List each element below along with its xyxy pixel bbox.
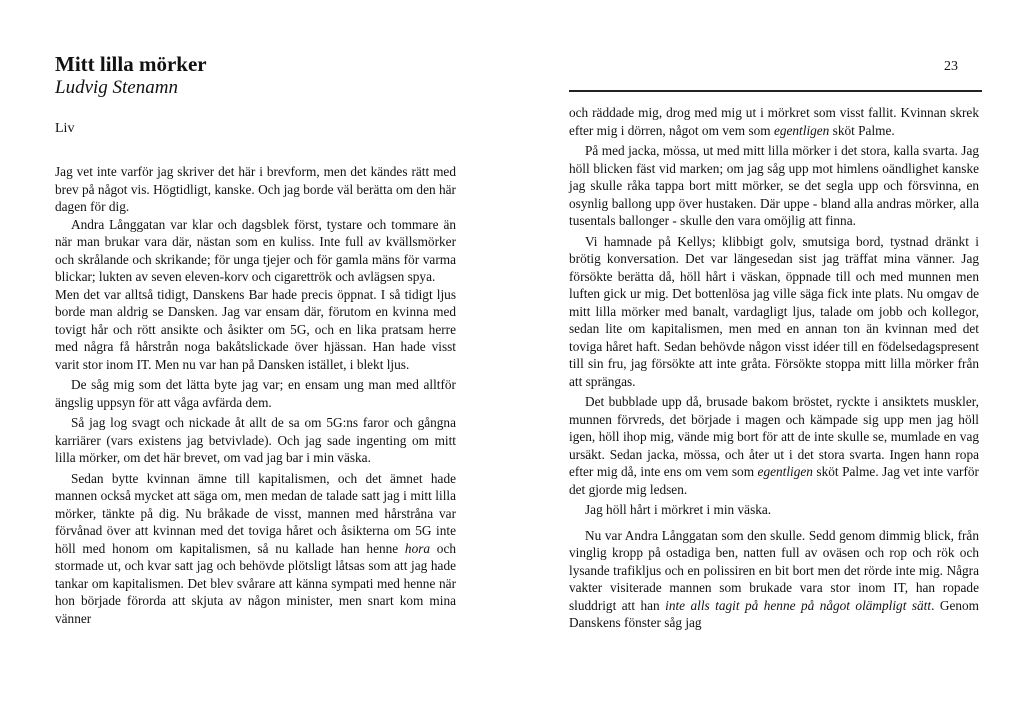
section-heading: Liv xyxy=(55,121,75,136)
paragraph: Så jag log svagt och nickade åt allt de sa om 5G:ns faror och gångna karriärer (vars existens jag betvivlade). Och jag sade ingenting om mitt lilla mörker, om det här brevet, om vad jag bar i min väska. xyxy=(55,415,456,465)
paragraph: Nu var Andra Långgatan som den skulle. Sedd genom dimmig blick, från vinglig kropp på ostadiga ben, natten full av oväsen och rop och rök och lysande trafikljus och en polissiren en bit bort men det rörde inte mig. Några vakter visiterade mannen som brukade vara stor inom IT, han ropade sluddrigt att han inte alls tagit på henne på något olämpligt sätt. Genom Danskens fönster såg jag xyxy=(569,527,979,630)
right-body-text xyxy=(569,104,979,632)
paragraph: och räddade mig, drog med mig ut i mörkret som visst fallit. Kvinnan skrek efter mig i dörren, något om vem som egentligen sköt Palme. xyxy=(569,105,979,138)
right-page xyxy=(512,0,1024,724)
paragraph: Vi hamnade på Kellys; klibbigt golv, smutsiga bord, tystnad dränkt i brötig konversation. Det var längesedan sist jag träffat mina vänner. Jag försökte berätta då, höll hårt i väskan, öppnade till och med munnen men luften gick ur mig. Det bottenlösa jag ville säga fick inte plats. Nu omgav de mitt lilla mörker med banalt, vardagligt ljus, talade om jobb och kollegor, sedan lite om kapitalismen, men med en annan ton än kvinnan med det toviga håret haft. Sedan behövde någon visst idéer till en födelsedagspresent till sin fru, jag försökte att inte gråta. Försökte stoppa mitt lilla mörker från att sprängas. xyxy=(569,233,979,389)
paragraph: Det bubblade upp då, brusade bakom bröstet, ryckte i ansiktets muskler, munnen förvreds, det började i magen och kämpade sig upp men jag höll igen, höll ihop mig, vände mig bort för att de inte skulle se, mumlade en vag ursäkt. Sedan jacka, mössa, och åter ut i det stora svarta. Ingen hann ropa efter mig då, inte ens om vem som egentligen sköt Palme. Jag vet inte varför det gjorde mig ledsen. xyxy=(569,394,979,497)
paragraph: Jag höll hårt i mörkret i min väska. xyxy=(585,502,772,517)
paragraph: Sedan bytte kvinnan ämne till kapitalismen, och det ämnet hade mannen också mycket att säga om, men medan de talade satt jag i mitt lilla mörker, tänkte på dig. Nu bråkade de visst, mannen med hårstråna var förvånad över att kvinnan med det toviga håret och åsikterna om 5G inte höll med honom om kapitalismen, så nu kallade han henne hora och stormade ut, och kvar satt jag och behövde plötsligt låtsas som att jag hade tankar om kapitalismen. Det blev svårare att känna sympati med henne när hon började förorda att skjuta av någon minister, men snart kom mina vänner xyxy=(55,470,456,626)
paragraph: På med jacka, mössa, ut med mitt lilla mörker i det stora, kalla svarta. Jag höll blicken fäst vid marken; om jag såg upp mot himlens oändlighet kanske jag skulle råka tappa bort mitt mörker, se det segla upp och försvinna, en osynlig ballong upp över hustaken. Där uppe - bland alla andras mörker, alla tusentals ballonger - skulle den vara omöjlig att finna. xyxy=(569,143,979,228)
story-title: Mitt lilla mörker xyxy=(55,52,207,76)
paragraph: Andra Långgatan var klar och dagsblek först, tystare och tommare än när man brukar vara där, nästan som en kuliss. Inte full av kvällsmörker och skrålande och skrikande; för unga tjejer och för gamla mäns för varma blickar; lukten av seven eleven-korv och cigarettrök och avlägsen spya. xyxy=(55,216,456,284)
paragraph: Men det var alltså tidigt, Danskens Bar hade precis öppnat. I så tidigt ljus borde man aldrig se Dansken. Jag var ensam där, förutom en kvinna med tovigt hår och rött ansikte och åsikter om 5G, och en lika pratsam herre med några få hårstrån noga bakåtslickade över hjässan. Han hade visst varit stor inom IT. Men nu var han på Dansken istället, i blekt ljus. xyxy=(55,286,456,372)
header-rule xyxy=(569,90,982,92)
author-name: Ludvig Stenamn xyxy=(55,77,178,98)
page-number: 23 xyxy=(944,59,958,74)
paragraph: Jag vet inte varför jag skriver det här i brevform, men det kändes rätt med brev på något vis. Högtidligt, kanske. Och jag borde väl berätta om den här dagen för dig. xyxy=(55,164,456,214)
left-body-text xyxy=(55,163,456,627)
paragraph: De såg mig som det lätta byte jag var; en ensam ung man med alltför ängslig uppsyn för att våga avfärda dem. xyxy=(55,377,456,410)
